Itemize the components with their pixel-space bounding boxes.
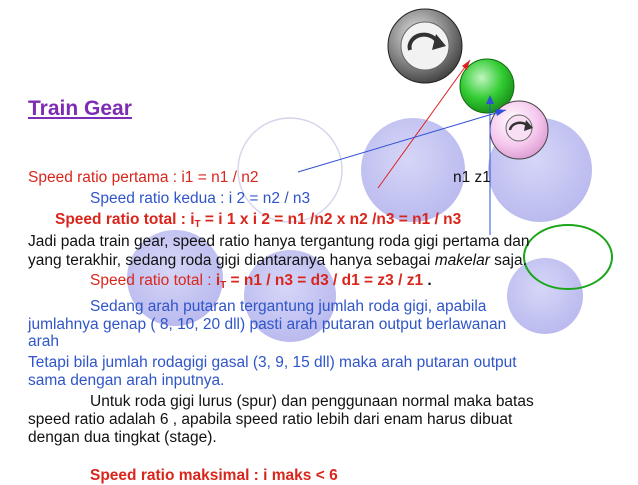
paragraph-1-end: saja. <box>489 252 527 269</box>
speed-ratio-total <box>55 211 461 234</box>
i-symbol: i <box>215 272 221 289</box>
paragraph-4-line-1: Untuk roda gigi lurus (spur) dan penggunaan normal maka batas <box>90 393 534 410</box>
speed-ratio-first: Speed ratio pertama : i1 = n1 / n2 <box>28 169 259 186</box>
period: . <box>423 272 432 289</box>
slide-title: Train Gear <box>28 97 132 120</box>
paragraph-2-line-1: Sedang arah putaran tergantung jumlah roda gigi, apabila <box>90 298 487 315</box>
gray-gear-rotation-icon <box>388 9 462 83</box>
speed-ratio-total-2-formula: = n1 / n3 = d3 / d1 = z3 / z1 <box>226 272 424 289</box>
speed-ratio-total-2-label: Speed ratio total : <box>90 272 216 289</box>
paragraph-3-line-1: Tetapi bila jumlah rodagigi gasal (3, 9, 15 dll) maka arah putaran output <box>28 354 517 371</box>
paragraph-4-line-3: dengan dua tingkat (stage). <box>28 429 217 446</box>
paragraph-1-line-2 <box>28 252 527 270</box>
paragraph-2-line-3: arah <box>28 333 60 350</box>
max-speed-ratio: Speed ratio maksimal : i maks < 6 <box>90 467 338 484</box>
subscript-t-2: T <box>220 280 227 291</box>
subscript-t: T <box>194 219 201 230</box>
paragraph-4-line-2: speed ratio adalah 6 , apabila speed ratio lebih dari enam harus dibuat <box>28 411 513 428</box>
paragraph-1-line-1: Jadi pada train gear, speed ratio hanya tergantung roda gigi pertama dan <box>28 233 530 250</box>
speed-ratio-second: Speed ratio kedua : i 2 = n2 / n3 <box>90 190 311 207</box>
speed-ratio-total-formula: = i 1 x i 2 = n1 /n2 x n2 /n3 = n1 / n3 <box>200 211 462 228</box>
lavender-circle-middle <box>361 118 465 222</box>
paragraph-2-line-2: jumlahnya genap ( 8, 10, 20 dll) pasti arah putaran output berlawanan <box>28 316 507 333</box>
makelar-word: makelar <box>434 252 490 269</box>
paragraph-3-line-2: sama dengan arah inputnya. <box>28 372 225 389</box>
n1-z1-label: n1 z1 <box>453 169 491 186</box>
speed-ratio-total-2 <box>90 272 432 295</box>
paragraph-1-text: yang terakhir, sedang roda gigi diantaranya hanya sebagai <box>28 252 435 269</box>
speed-ratio-total-label: Speed ratio total : i <box>55 211 195 228</box>
